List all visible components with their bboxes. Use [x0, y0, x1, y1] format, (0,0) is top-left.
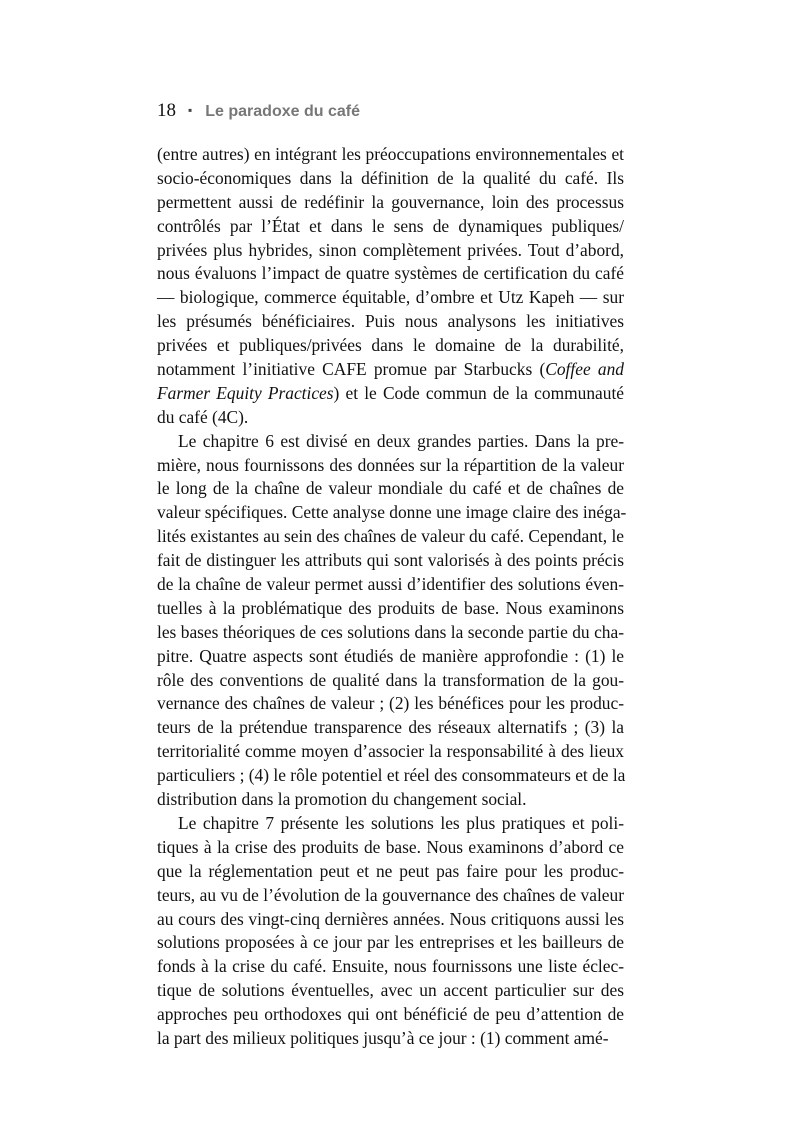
paragraph — [157, 143, 624, 430]
text-segment: fait de distinguer les attributs qui sont valorisés à des points précis — [157, 550, 624, 571]
text-segment: valeur spécifiques. Cette analyse donne une image claire des inéga- — [157, 502, 627, 523]
text-segment: teurs de la prétendue transparence des réseaux alternatifs ; (3) la — [157, 717, 624, 738]
text-line — [157, 215, 624, 239]
text-segment: rôle des conventions de qualité dans la transformation de la gou- — [157, 669, 624, 690]
text-line — [157, 979, 624, 1003]
text-line — [157, 812, 624, 836]
text-line — [157, 669, 624, 693]
text-segment: privées et publiques/privées dans le domaine de la durabilité, — [157, 335, 624, 356]
text-segment: contrôlés par l’État et dans le sens de dynamiques publiques/ — [157, 215, 624, 236]
text-segment: tuelles à la problématique des produits de base. Nous examinons — [157, 597, 624, 618]
text-segment: approches peu orthodoxes qui ont bénéficié de peu d’attention de — [157, 1004, 624, 1025]
text-line — [157, 310, 624, 334]
text-line — [157, 191, 624, 215]
text-line — [157, 764, 624, 788]
text-segment: mière, nous fournissons des données sur la répartition de la valeur — [157, 454, 624, 475]
text-line — [157, 382, 624, 406]
text-segment: solutions proposées à ce jour par les entreprises et les bailleurs de — [157, 932, 624, 953]
text-line — [157, 143, 624, 167]
text-segment: socio-économiques dans la définition de la qualité du café. Ils — [157, 167, 624, 188]
italic-text: Farmer Equity Practices — [157, 382, 334, 403]
text-segment: de la chaîne de valeur permet aussi d’identifier des solutions éven- — [157, 574, 624, 595]
text-segment: — biologique, commerce équitable, d’ombre et Utz Kapeh — sur — [157, 287, 624, 308]
text-line — [157, 692, 624, 716]
running-head — [157, 100, 627, 126]
text-segment: particuliers ; (4) le rôle potentiel et réel des consommateurs et de la — [157, 765, 626, 786]
text-segment: au cours des vingt-cinq dernières années. Nous critiquons aussi les — [157, 908, 624, 929]
running-title: Le paradoxe du café — [205, 103, 360, 120]
text-segment: vernance des chaînes de valeur ; (2) les bénéfices pour les produc- — [157, 693, 624, 714]
text-segment: fonds à la crise du café. Ensuite, nous fournissons une liste éclec- — [157, 956, 624, 977]
text-line — [157, 955, 624, 979]
text-segment: nous évaluons l’impact de quatre systèmes de certification du café — [157, 263, 624, 284]
text-line — [157, 525, 624, 549]
paragraph — [157, 812, 624, 1051]
text-line — [157, 477, 624, 501]
text-segment: distribution dans la promotion du changement social. — [157, 789, 527, 810]
text-line — [157, 740, 624, 764]
page-number: 18 — [157, 100, 176, 121]
text-line — [157, 573, 624, 597]
text-line — [157, 430, 624, 454]
text-line — [157, 1027, 624, 1051]
text-line — [157, 597, 624, 621]
text-segment: (entre autres) en intégrant les préoccupations environnementales et — [157, 144, 624, 164]
text-segment: Le chapitre 6 est divisé en deux grandes parties. Dans la pre- — [178, 430, 624, 451]
text-segment: tique de solutions éventuelles, avec un accent particulier sur des — [157, 980, 624, 1001]
text-segment: le long de la chaîne de valeur mondiale du café et de chaînes de — [157, 478, 624, 499]
body-text — [157, 143, 627, 1051]
text-line — [157, 788, 624, 812]
text-line — [157, 454, 624, 478]
text-line — [157, 549, 624, 573]
text-segment: du café (4C). — [157, 406, 249, 427]
text-segment: les bases théoriques de ces solutions dans la seconde partie du cha- — [157, 621, 624, 642]
text-segment: lités existantes au sein des chaînes de valeur du café. Cependant, le — [157, 526, 624, 547]
text-line — [157, 931, 624, 955]
text-line — [157, 1003, 624, 1027]
italic-text: Coffee and — [545, 359, 624, 380]
text-segment: Le chapitre 7 présente les solutions les plus pratiques et poli- — [178, 812, 624, 833]
text-line — [157, 167, 624, 191]
text-segment: pitre. Quatre aspects sont étudiés de manière approfondie : (1) le — [157, 645, 624, 666]
text-segment: territorialité comme moyen d’associer la responsabilité à des lieux — [157, 741, 624, 762]
text-segment: teurs, au vu de l’évolution de la gouvernance des chaînes de valeur — [157, 884, 624, 905]
text-line — [157, 358, 624, 382]
text-line — [157, 406, 624, 430]
text-line — [157, 645, 624, 669]
text-line — [157, 286, 624, 310]
text-segment: notamment l’initiative CAFE promue par Starbucks ( — [157, 359, 546, 380]
text-line — [157, 501, 627, 525]
text-line — [157, 836, 624, 860]
paragraph — [157, 430, 627, 812]
text-segment: permettent aussi de redéfinir la gouvernance, loin des processus — [157, 191, 624, 212]
text-segment: tiques à la crise des produits de base. Nous examinons d’abord ce — [157, 836, 624, 857]
text-line — [157, 716, 624, 740]
text-line — [157, 884, 624, 908]
text-line — [157, 860, 624, 884]
text-line — [157, 334, 624, 358]
text-line — [157, 239, 624, 263]
text-segment: privées plus hybrides, sinon complètement privées. Tout d’abord, — [157, 239, 624, 260]
text-segment: les présumés bénéficiaires. Puis nous analysons les initiatives — [157, 311, 624, 332]
text-line — [157, 262, 624, 286]
separator-bullet-icon: ▪ — [188, 103, 193, 117]
text-line — [157, 908, 624, 932]
text-segment: ) et le Code commun de la communauté — [333, 382, 624, 403]
text-line — [157, 621, 624, 645]
text-segment: que la réglementation peut et ne peut pas faire pour les produc- — [157, 860, 624, 881]
text-segment: la part des milieux politiques jusqu’à ce jour : (1) comment amé- — [157, 1027, 609, 1048]
